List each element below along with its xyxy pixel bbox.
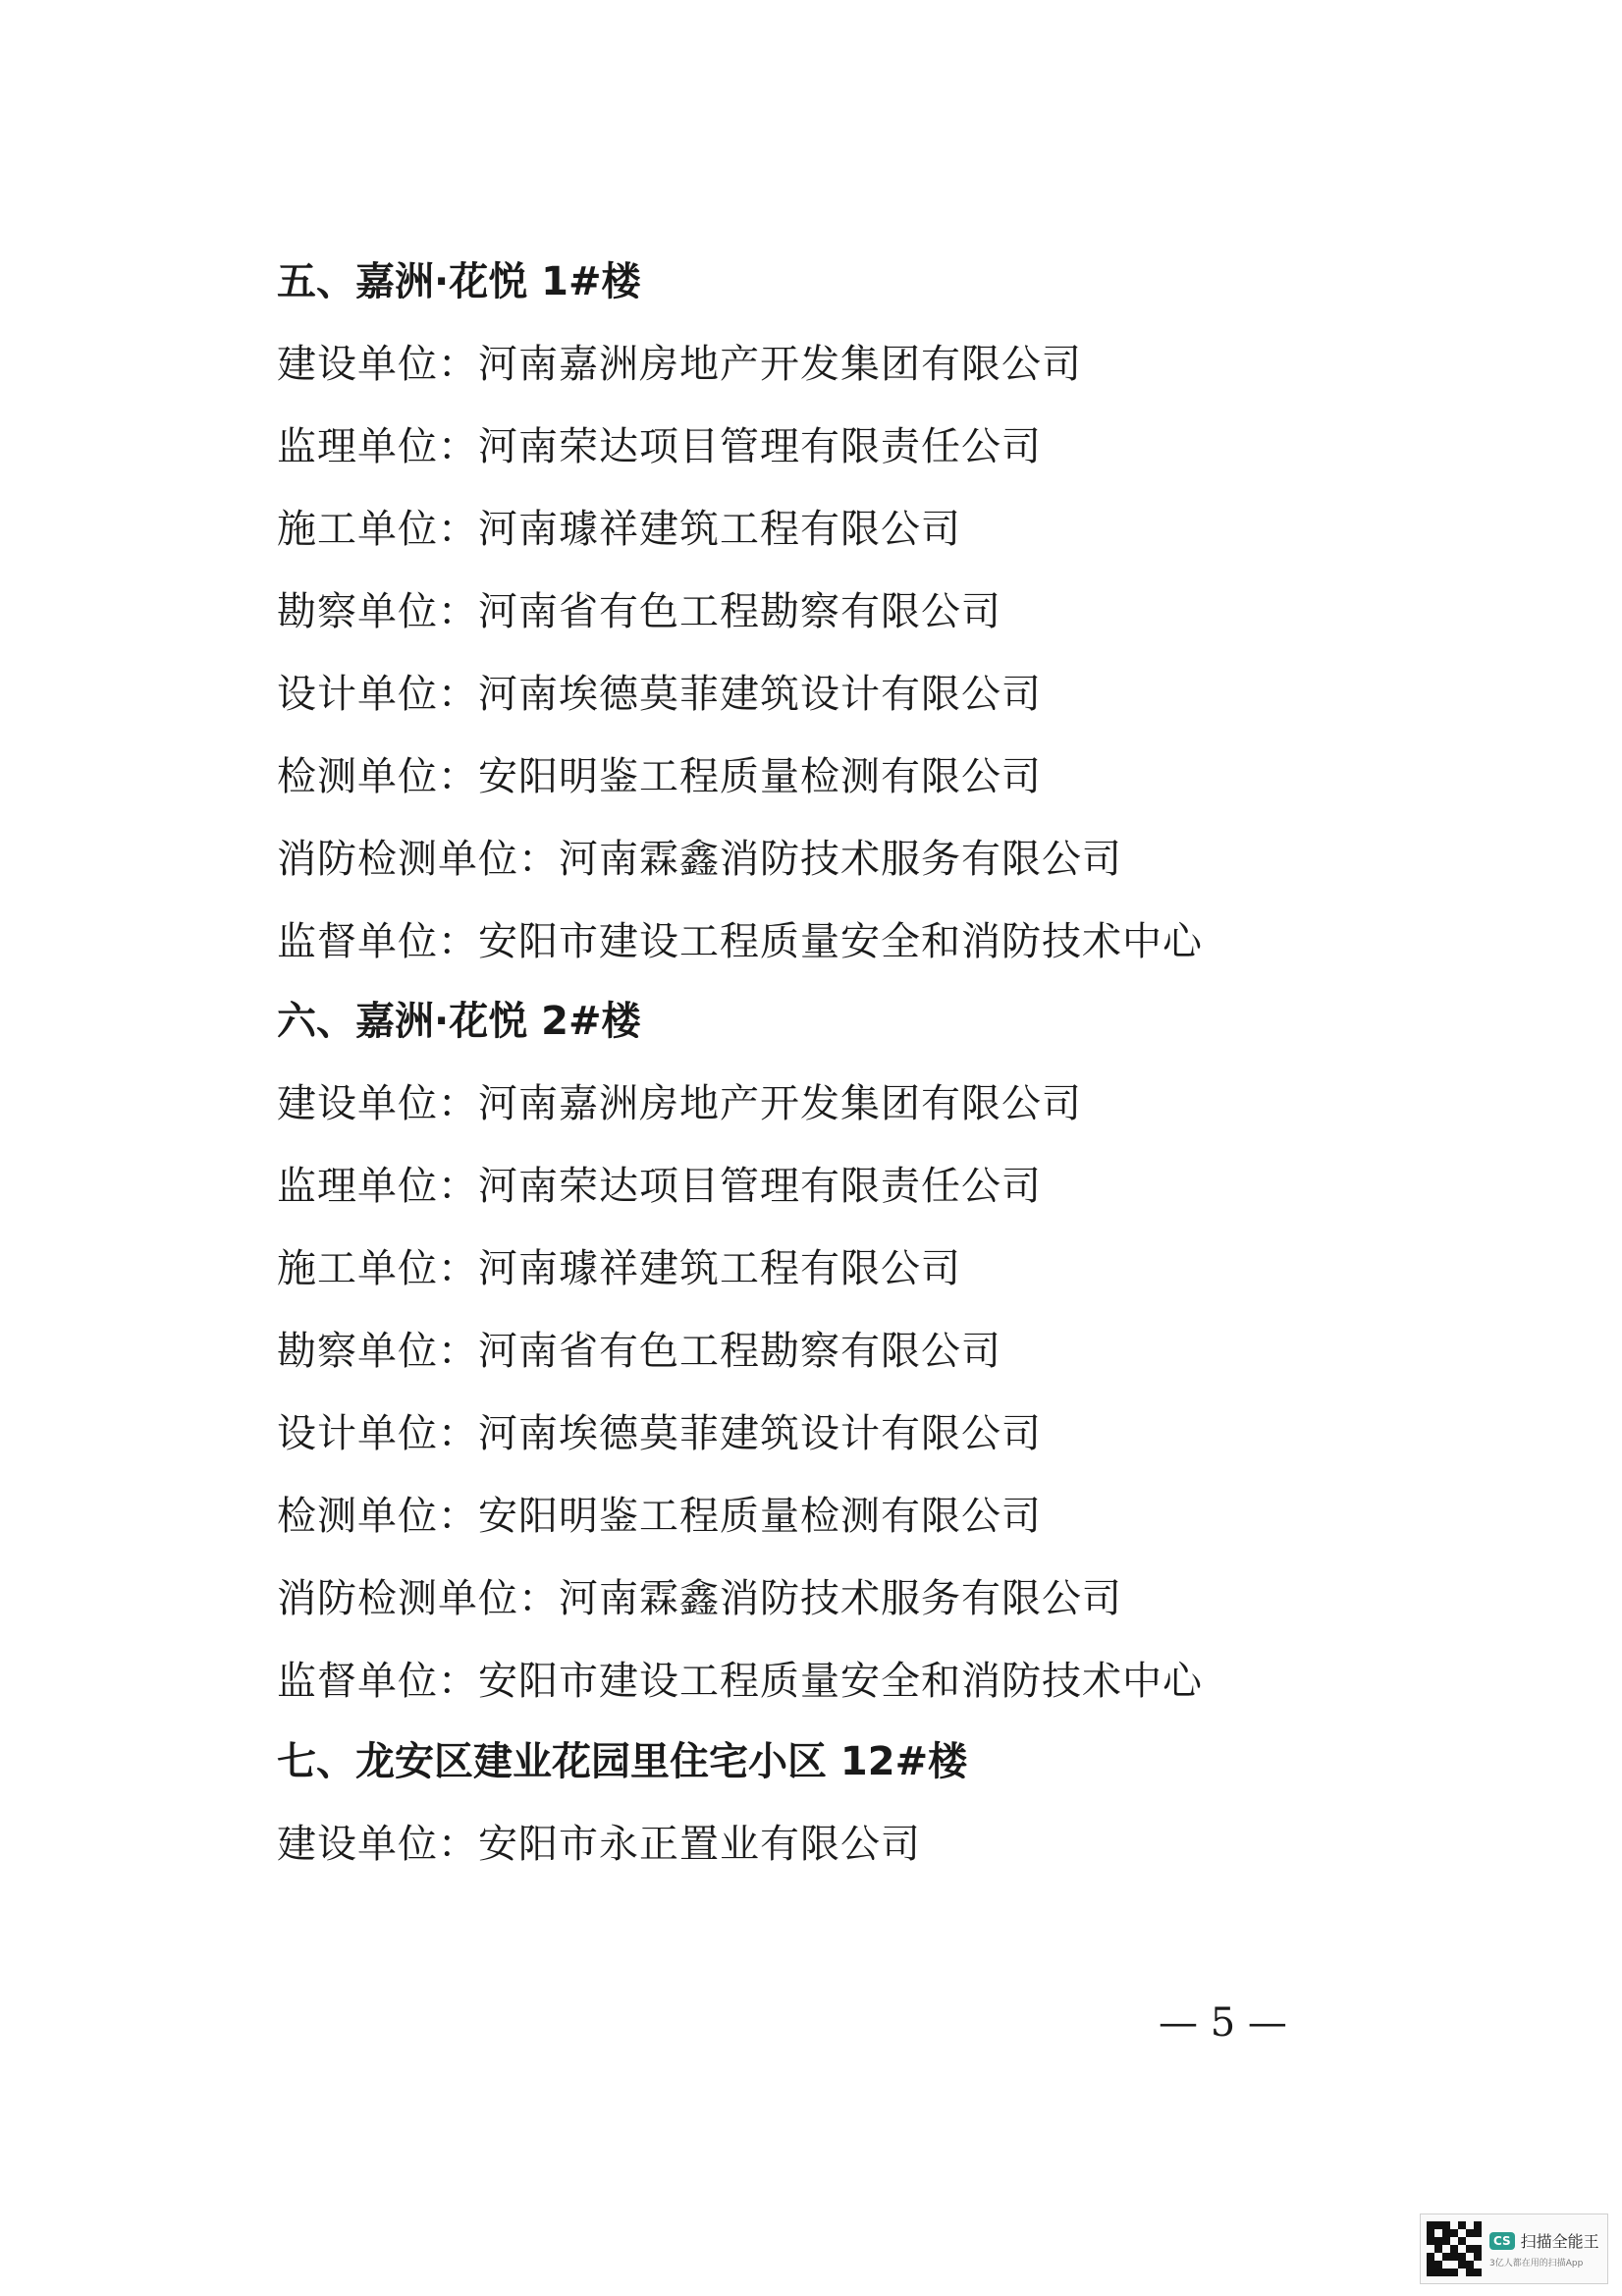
unit-line: 消防检测单位：河南霖鑫消防技术服务有限公司 [277,1576,1122,1621]
unit-line: 施工单位：河南璩祥建筑工程有限公司 [277,507,961,552]
section-6 [277,980,1553,1722]
unit-line: 勘察单位：河南省有色工程勘察有限公司 [277,1329,1001,1374]
unit-line: 设计单位：河南埃德莫菲建筑设计有限公司 [277,672,1042,717]
unit-line: 监理单位：河南荣达项目管理有限责任公司 [277,424,1042,469]
unit-line: 施工单位：河南璩祥建筑工程有限公司 [277,1246,961,1291]
section-heading: 六、嘉洲·花悦 2#楼 [277,999,641,1044]
scanner-watermark [1420,2214,1608,2284]
unit-line: 检测单位：安阳明鉴工程质量检测有限公司 [277,1494,1042,1539]
unit-line: 设计单位：河南埃德莫菲建筑设计有限公司 [277,1411,1042,1456]
section-7 [277,1721,1553,1886]
unit-line: 建设单位：安阳市永正置业有限公司 [277,1822,921,1867]
section-heading: 七、龙安区建业花园里住宅小区 12#楼 [277,1739,968,1784]
watermark-tagline: 3亿人都在用的扫描App [1489,2259,1584,2269]
unit-line: 消防检测单位：河南霖鑫消防技术服务有限公司 [277,837,1122,882]
watermark-brand: 扫描全能王 [1520,2232,1599,2251]
cs-logo: CS [1489,2232,1515,2250]
section-heading: 五、嘉洲·花悦 1#楼 [277,259,641,304]
page-number: — 5 — [1159,2000,1287,2046]
watermark-text [1489,2229,1599,2269]
section-5 [277,241,1553,983]
unit-line: 勘察单位：河南省有色工程勘察有限公司 [277,589,1001,634]
unit-line: 监督单位：安阳市建设工程质量安全和消防技术中心 [277,1659,1203,1704]
unit-line: 建设单位：河南嘉洲房地产开发集团有限公司 [277,1081,1082,1126]
unit-line: 检测单位：安阳明鉴工程质量检测有限公司 [277,754,1042,799]
unit-line: 监理单位：河南荣达项目管理有限责任公司 [277,1164,1042,1209]
unit-line: 建设单位：河南嘉洲房地产开发集团有限公司 [277,342,1082,387]
qr-code-icon [1427,2221,1482,2276]
unit-line: 监督单位：安阳市建设工程质量安全和消防技术中心 [277,919,1203,964]
